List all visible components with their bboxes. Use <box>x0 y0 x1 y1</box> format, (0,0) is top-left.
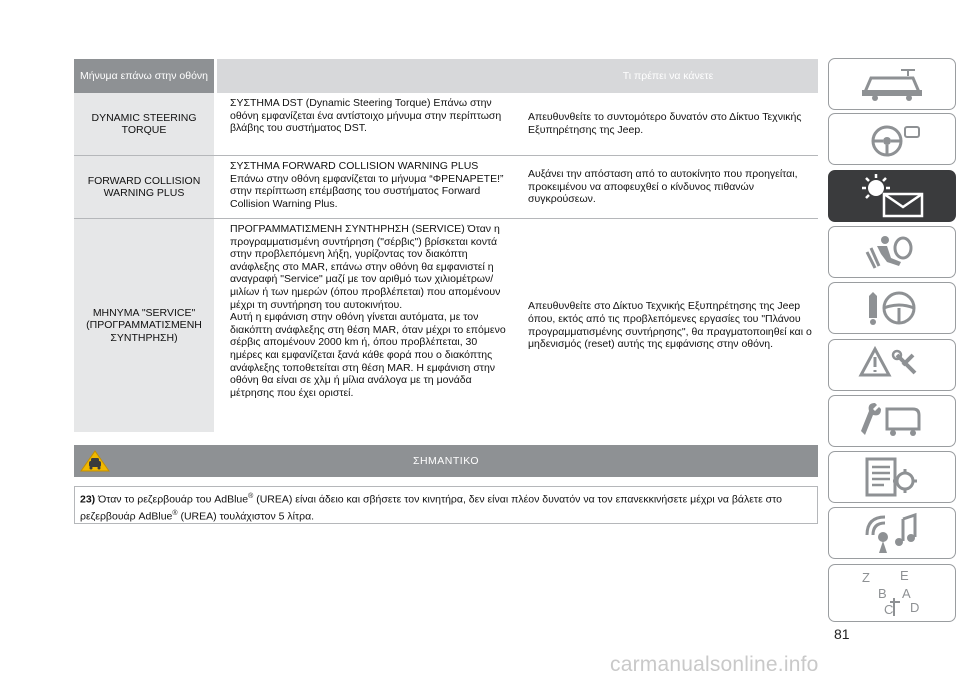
airbag-safety-icon <box>857 232 927 272</box>
warning-light-message-icon <box>854 174 930 218</box>
table-header <box>74 59 818 93</box>
row-description <box>217 156 518 218</box>
registered-mark: ® <box>172 509 178 517</box>
tab-maintenance[interactable] <box>828 395 956 447</box>
tab-technical-data[interactable] <box>828 451 956 503</box>
svg-text:B: B <box>878 586 887 601</box>
steering-wheel-icon <box>857 121 927 157</box>
row-action: Απευθυνθείτε στο Δίκτυο Τεχνικής Εξυπηρέτησης της Jeep όπου, εκτός από τις προβλεπόμενες εργασίες του "Πλάνου προγραμματισμένης συντήρησης", θα πραγματοποιηθεί και ο μηδενισμός (reset) αυτής της εμφάνισης στην οθόνη. <box>528 300 812 351</box>
important-title: ΣΗΜΑΝΤΙΚΟ <box>412 455 480 467</box>
svg-text:E: E <box>900 568 909 583</box>
tab-multimedia[interactable] <box>828 507 956 559</box>
alphabetical-index-icon <box>854 568 930 618</box>
row-description <box>217 219 518 432</box>
row-action: Απευθυνθείτε το συντομότερο δυνατόν στο Δίκτυο Τεχνικής Εξυπηρέτησης της Jeep. <box>528 111 802 136</box>
note-text: (UREA) είναι άδειο και σβήσετε τον κινητήρα, δεν είναι πλέον δυνατόν να τον επανεκκινήσετε μέχρι να βάλετε στο ρεζερβουάρ AdBlue <box>80 493 782 522</box>
note-number: 23) <box>80 493 96 506</box>
header-description-column <box>217 59 518 93</box>
tab-steering[interactable] <box>828 113 956 165</box>
service-maintenance-wrench-icon <box>857 401 927 441</box>
table-row <box>74 219 818 432</box>
car-dashboard-icon <box>857 66 927 102</box>
header-action-label: Τι πρέπει να κάνετε <box>622 70 714 82</box>
svg-text:D: D <box>910 600 920 615</box>
tab-warning-lights[interactable] <box>828 170 956 222</box>
row-description-text: ΣΥΣΤΗΜΑ DST (Dynamic Steering Torque) Επάνω στην οθόνη εμφανίζεται ένα αντίστοιχο μήνυμα στην περίπτωση βλάβης του συστήματος DST. <box>230 97 502 135</box>
driving-steering-wheel-icon <box>857 288 927 328</box>
row-message: DYNAMIC STEERING TORQUE <box>74 93 214 155</box>
important-note <box>74 486 818 524</box>
row-message: ΜΗΝΥΜΑ "SERVICE" (ΠΡΟΓΡΑΜΜΑΤΙΣΜΕΝΗ ΣΥΝΤΗΡΗΣΗ) <box>74 219 214 432</box>
row-description-text: ΠΡΟΓΡΑΜΜΑΤΙΣΜΕΝΗ ΣΥΝΤΗΡΗΣΗ (SERVICE) Όταν η προγραμματισμένη συντήρηση ("σέρβις") βρίσκεται κοντά στην προβλεπόμενη λήξη, γυρίζοντας τον διακόπτη ανάφλεξης στο MAR, επάνω στην οθόνη θα εμφανιστεί η αναγραφή "Service" μαζί με τον αριθμό των χιλιομέτρων/μιλίων ή των ημερών (όπου προβλέπεται) που απομένουν μέχρι τη συντήρηση του αυτοκινήτου. <box>230 223 501 311</box>
svg-text:A: A <box>902 586 911 601</box>
technical-data-list-icon <box>857 457 927 497</box>
table-row <box>74 93 818 156</box>
row-action: Αυξάνει την απόσταση από το αυτοκίνητο που προηγείται, προκειμένου να αποφευχθεί ο κίνδυνος πιθανών συγκρούσεων. <box>528 168 798 206</box>
tab-index[interactable] <box>828 564 956 622</box>
emergency-warning-triangle-icon <box>857 345 927 385</box>
row-message: FORWARD COLLISION WARNING PLUS <box>74 156 214 218</box>
page-number: 81 <box>834 626 850 642</box>
svg-text:C: C <box>884 602 894 617</box>
row-description-text-continued: Αυτή η εμφάνιση στην οθόνη γίνεται αυτόματα, με τον διακόπτη ανάφλεξης στη θέση MAR, όταν μέχρι το επόμενο σέρβις απομένουν 2000 km ή, όπου προβλέπεται, 30 ημέρες και εμφανίζεται ξανά κάθε φορά που ο διακόπτης ανάφλεξης τοποθετείται στη θέση MAR. Η εμφάνιση στην οθόνη θα είναι σε χλμ ή μίλια ανάλογα με τη μονάδα μέτρησης που έχει οριστεί. <box>230 311 506 399</box>
tab-dashboard[interactable] <box>828 58 956 110</box>
tab-emergency[interactable] <box>828 339 956 391</box>
watermark: carmanualsonline.info <box>610 653 819 676</box>
row-description <box>217 93 518 155</box>
messages-table <box>74 59 818 432</box>
registered-mark: ® <box>248 493 254 500</box>
important-banner <box>74 445 818 477</box>
multimedia-music-icon <box>857 511 927 555</box>
tab-driving[interactable] <box>828 282 956 334</box>
note-text: Όταν το ρεζερβουάρ του AdBlue <box>95 493 249 506</box>
header-action-column <box>518 59 818 93</box>
table-row <box>74 156 818 219</box>
note-text: (UREA) τουλάχιστον 5 λίτρα. <box>177 510 315 522</box>
header-message-column: Μήνυμα επάνω στην οθόνη <box>74 59 214 93</box>
svg-text:Z: Z <box>862 570 870 585</box>
row-description-text: ΣΥΣΤΗΜΑ FORWARD COLLISION WARNING PLUS Επάνω στην οθόνη εμφανίζεται το μήνυμα “ΦΡΕΝΑΡΕΤΕ!” στην περίπτωση επέμβασης του συστήματος Forward Collision Warning Plus. <box>230 160 504 210</box>
tab-safety[interactable] <box>828 226 956 278</box>
